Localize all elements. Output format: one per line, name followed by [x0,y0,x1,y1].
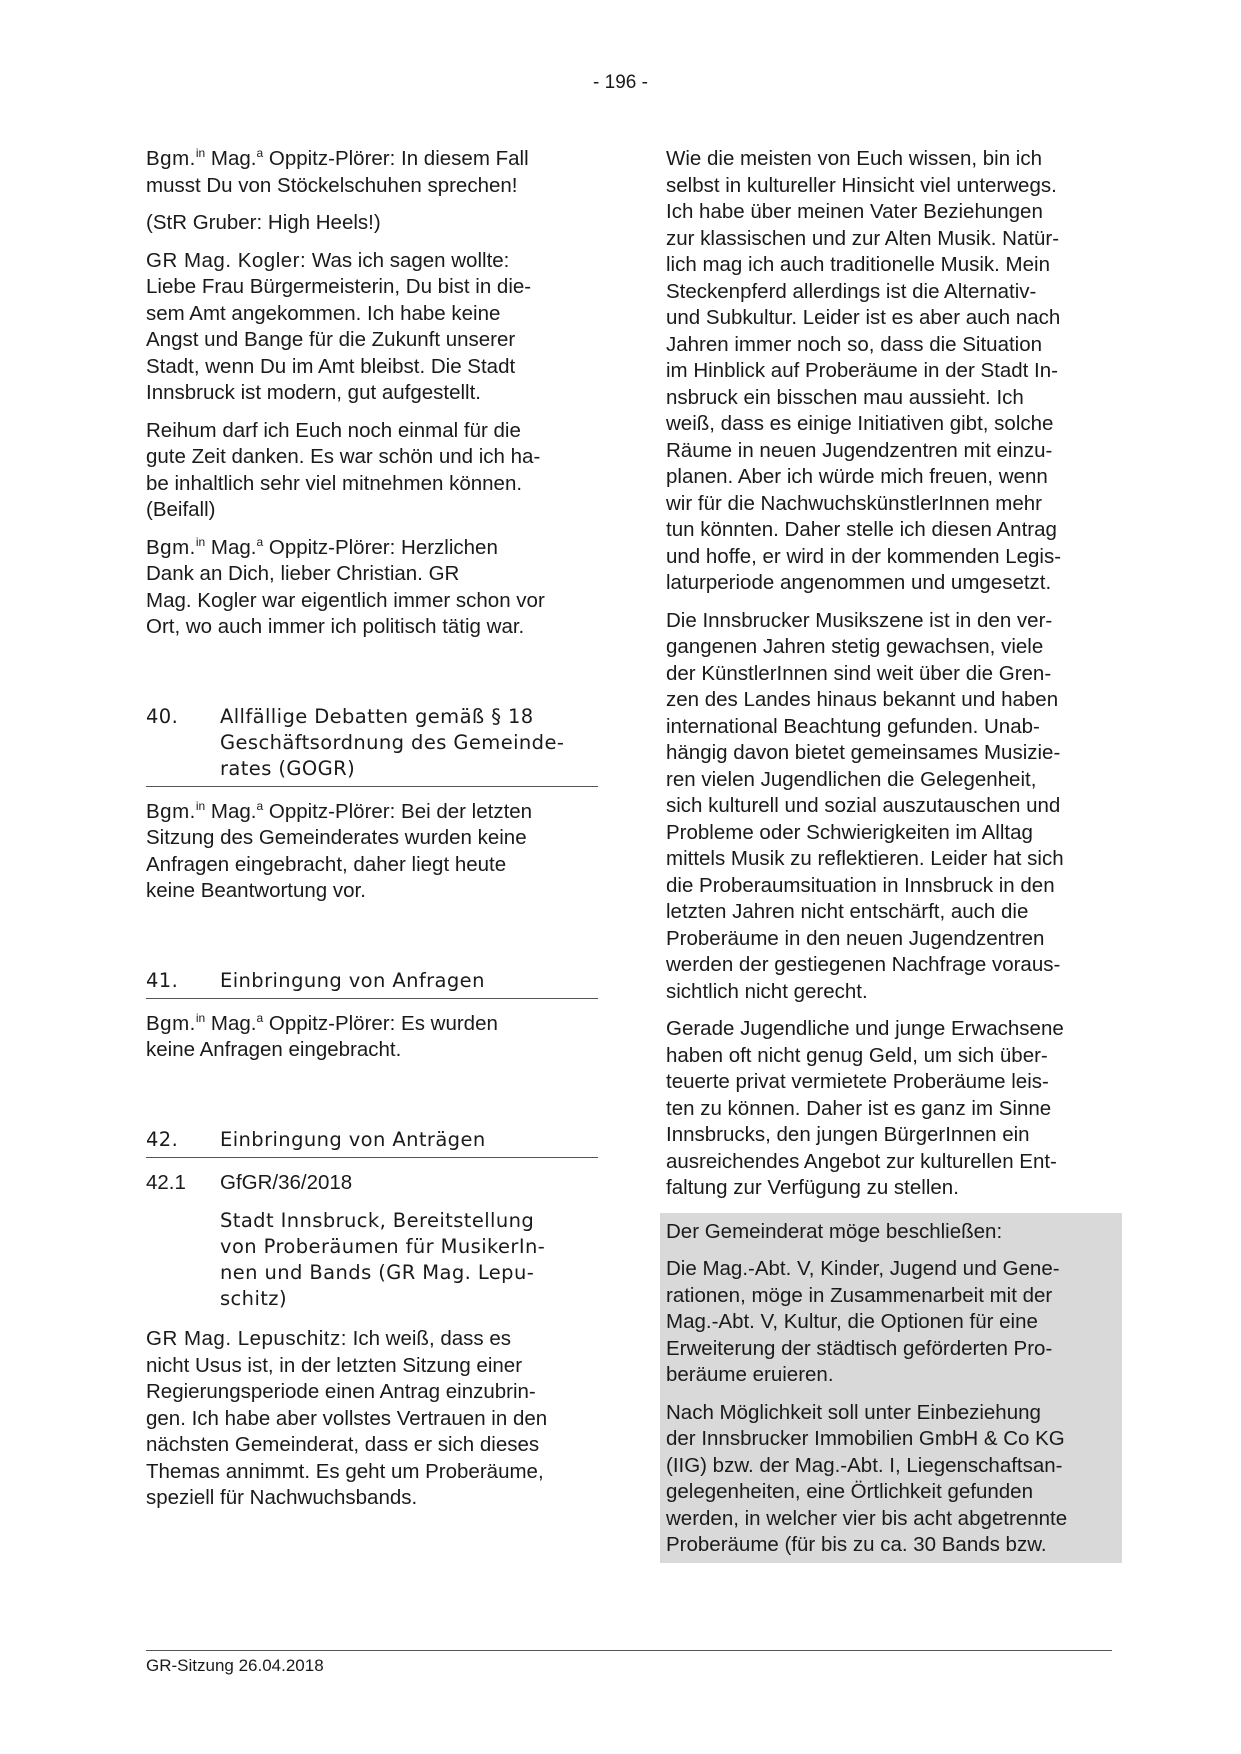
text-line: Stadt, wenn Du im Amt bleibst. Die Stadt [146,354,516,378]
text-line: selbst in kultureller Hinsicht viel unterwegs. [666,173,1057,197]
text-line: Stadt Innsbruck, Bereitstellung [220,1209,535,1232]
spacer [146,916,598,968]
agenda-title: Einbringung von Anfragen [220,968,485,992]
superscript: a [256,1010,264,1025]
text-line: Angst und Bange für die Zukunft unserer [146,328,516,351]
motion-point-2 [666,1400,1100,1559]
agenda-number: 40. [146,704,179,728]
text-line: Was ich sagen wollte: [306,248,510,272]
superscript: in [195,534,206,549]
text-line: be inhaltlich sehr viel mitnehmen können. [146,471,523,495]
text-line: Sitzung des Gemeinderates wurden keine [146,826,527,849]
text-line: (IIG) bzw. der Mag.-Abt. I, Liegenschaftsan- [666,1453,1063,1477]
speaker-title: Mag. [205,147,257,170]
text-line: musst Du von Stöckelschuhen sprechen! [146,173,518,197]
text-line: ren vielen Jugendlichen die Gelegenheit, [666,767,1037,791]
text-line: ausreichendes Angebot zur kulturellen Ent- [666,1149,1057,1173]
text-line: werden, in welcher vier bis acht abgetrennte [666,1506,1068,1530]
text-line: Jahren immer noch so, dass die Situation [666,332,1043,356]
text-line: der KünstlerInnen sind weit über die Gren- [666,661,1052,685]
text-line: Allfällige Debatten gemäß § 18 [220,704,534,728]
statement-mayor-2 [146,535,598,641]
text-line: Regierungsperiode einen Antrag einzubrin- [146,1380,536,1403]
text-line: und hoffe, er wird in der kommenden Legis- [666,544,1062,568]
text-line: international Beachtung gefunden. Unab- [666,714,1040,738]
text-line: die Proberaumsituation in Innsbruck in den [666,873,1055,897]
text-line: von Proberäumen für MusikerIn- [220,1235,546,1258]
agenda-number: 41. [146,968,179,992]
text-line: letzten Jahren nicht entschärft, auch die [666,900,1029,923]
agenda-subitem-42-1 [146,1170,598,1197]
text-line: tun könnten. Daher stelle ich diesen Antrag [666,518,1057,541]
text-line: gangenen Jahren stetig gewachsen, viele [666,635,1044,658]
text-line: planen. Aber ich würde mich freuen, wenn [666,465,1048,488]
text-line: Erweiterung der städtisch geförderten Pro- [666,1336,1053,1360]
text-line: Der Gemeinderat möge beschließen: [666,1219,1003,1243]
text-line: weiß, dass es einige Initiativen gibt, solche [666,412,1054,435]
speaker: Bgm. [146,147,196,170]
text-line: Nach Möglichkeit soll unter Einbeziehung [666,1400,1041,1424]
text-line: sem Amt angekommen. Ich habe keine [146,301,501,325]
text-line: Oppitz-Plörer: Es wurden [263,1011,498,1035]
speaker: GR Mag. Kogler: [146,248,307,272]
text-line: Ich habe über meinen Vater Beziehungen [666,200,1043,223]
text-line: Innsbruck ist modern, gut aufgestellt. [146,381,482,404]
text-line: gelegenheiten, eine Örtlichkeit gefunden [666,1480,1033,1503]
subitem-code: GfGR/36/2018 [220,1170,353,1194]
right-column [666,146,1114,1563]
left-column [146,146,598,1523]
text-line: nicht Usus ist, in der letzten Sitzung einer [146,1353,523,1377]
footer-divider [146,1650,1112,1651]
lepuschitz-paragraph-3 [666,1016,1106,1202]
spacer [146,652,598,704]
statement-mayor-1 [146,146,598,199]
speaker-title: Mag. [205,535,257,559]
statement-kogler-2 [146,418,598,524]
lepuschitz-paragraph-1 [666,146,1106,597]
text-line: Anfragen eingebracht, daher liegt heute [146,852,507,876]
superscript: in [195,146,206,161]
text-line: beräume eruieren. [666,1363,834,1386]
text-line: zen des Landes hinaus bekannt und haben [666,688,1059,711]
statement-lepuschitz [146,1326,598,1512]
superscript: a [256,798,264,813]
agenda-item-41 [146,968,598,999]
text-line: Dank an Dich, lieber Christian. GR [146,562,460,585]
speaker-title: Mag. [205,799,257,823]
statement-mayor-4 [146,1011,598,1064]
text-line: hängig davon bietet gemeinsames Musizie- [666,741,1061,764]
text-line: Oppitz-Plörer: In diesem Fall [263,147,529,170]
text-line: Ort, wo auch immer ich politisch tätig war. [146,615,525,638]
text-line: keine Anfragen eingebracht. [146,1038,402,1061]
agenda-title: Einbringung von Anträgen [220,1127,486,1151]
speaker: GR Mag. Lepuschitz: [146,1327,347,1350]
text-line: Themas annimmt. Es geht um Proberäume, [146,1459,544,1483]
text-line: Steckenpferd allerdings ist die Alternativ- [666,279,1037,303]
footer-session-date: GR-Sitzung 26.04.2018 [146,1656,324,1675]
text-line: sich kulturell und sozial auszutauschen und [666,794,1061,817]
text-line: ten zu können. Daher ist es ganz im Sinne [666,1096,1052,1120]
interjection: (StR Gruber: High Heels!) [146,211,381,234]
motion-point-1 [666,1256,1100,1389]
text-line: sichtlich nicht gerecht. [666,979,868,1003]
superscript: a [256,534,264,549]
agenda-item-42 [146,1127,598,1158]
speaker: Bgm. [146,799,196,823]
superscript: a [256,146,264,161]
text-line: nsbruck ein bisschen mau aussieht. Ich [666,385,1024,409]
text-line: Innsbrucks, den jungen BürgerInnen ein [666,1123,1030,1146]
text-line: haben oft nicht genug Geld, um sich über- [666,1043,1048,1067]
text-line: rates (GOGR) [220,756,356,780]
text-line: Die Mag.-Abt. V, Kinder, Jugend und Gene- [666,1257,1060,1280]
text-line: Oppitz-Plörer: Bei der letzten [263,799,533,823]
text-line: Proberäume in den neuen Jugendzentren [666,926,1045,950]
text-line: gute Zeit danken. Es war schön und ich ha- [146,445,541,468]
text-line: Wie die meisten von Euch wissen, bin ich [666,147,1043,170]
text-line: mittels Musik zu reflektieren. Leider hat sich [666,847,1064,870]
text-line: Liebe Frau Bürgermeisterin, Du bist in die- [146,275,532,298]
text-line: gen. Ich habe aber vollstes Vertrauen in den [146,1406,548,1430]
superscript: in [195,1010,206,1025]
text-line: speziell für Nachwuchsbands. [146,1486,418,1509]
text-line: im Hinblick auf Proberäume in der Stadt In- [666,359,1058,382]
text-line: Mag.-Abt. V, Kultur, die Optionen für eine [666,1310,1038,1333]
text-line: Oppitz-Plörer: Herzlichen [263,535,498,559]
text-line: Die Innsbrucker Musikszene ist in den ver- [666,608,1053,632]
speaker: Bgm. [146,535,196,559]
text-line: werden der gestiegenen Nachfrage voraus- [666,953,1061,976]
text-line: nen und Bands (GR Mag. Lepu- [220,1261,535,1284]
text-line: lich mag ich auch traditionelle Musik. Mein [666,253,1050,276]
agenda-title [220,704,598,782]
text-line: (Beifall) [146,498,216,521]
text-line: Gerade Jugendliche und junge Erwachsene [666,1017,1064,1040]
superscript: in [195,798,206,813]
text-line: teuerte privat vermietete Proberäume leis- [666,1070,1049,1093]
text-line: Proberäume (für bis zu ca. 30 Bands bzw. [666,1533,1047,1556]
text-line: zur klassischen und zur Alten Musik. Natür- [666,226,1060,250]
page-number: - 196 - [593,72,648,93]
text-line: nächsten Gemeinderat, dass er sich dieses [146,1433,540,1456]
text-line: faltung zur Verfügung zu stellen. [666,1176,959,1199]
text-line: Geschäftsordnung des Gemeinde- [220,730,565,754]
speaker-title: Mag. [205,1011,257,1035]
text-line: und Subkultur. Leider ist es aber auch nach [666,306,1061,329]
subitem-title [220,1208,598,1312]
text-line: Reihum darf ich Euch noch einmal für die [146,418,521,442]
text-line: Ich weiß, dass es [346,1327,511,1350]
agenda-item-40 [146,704,598,787]
motion-box [660,1213,1122,1563]
text-line: Probleme oder Schwierigkeiten im Alltag [666,820,1033,844]
statement-mayor-3 [146,799,598,905]
motion-intro [666,1219,1100,1246]
text-line: wir für die NachwuchskünstlerInnen mehr [666,491,1042,515]
text-line: keine Beantwortung vor. [146,879,366,902]
statement-kogler [146,248,598,407]
spacer [146,1075,598,1127]
text-line: Mag. Kogler war eigentlich immer schon vor [146,588,545,612]
text-line: rationen, möge in Zusammenarbeit mit der [666,1283,1053,1307]
lepuschitz-paragraph-2 [666,608,1106,1006]
text-line: Räume in neuen Jugendzentren mit einzu- [666,438,1053,462]
agenda-number: 42. [146,1127,179,1151]
text-line: schitz) [220,1287,287,1310]
subitem-number: 42.1 [146,1170,186,1194]
speaker: Bgm. [146,1011,196,1035]
text-line: der Innsbrucker Immobilien GmbH & Co KG [666,1427,1065,1450]
text-line: laturperiode angenommen und umgesetzt. [666,571,1052,594]
